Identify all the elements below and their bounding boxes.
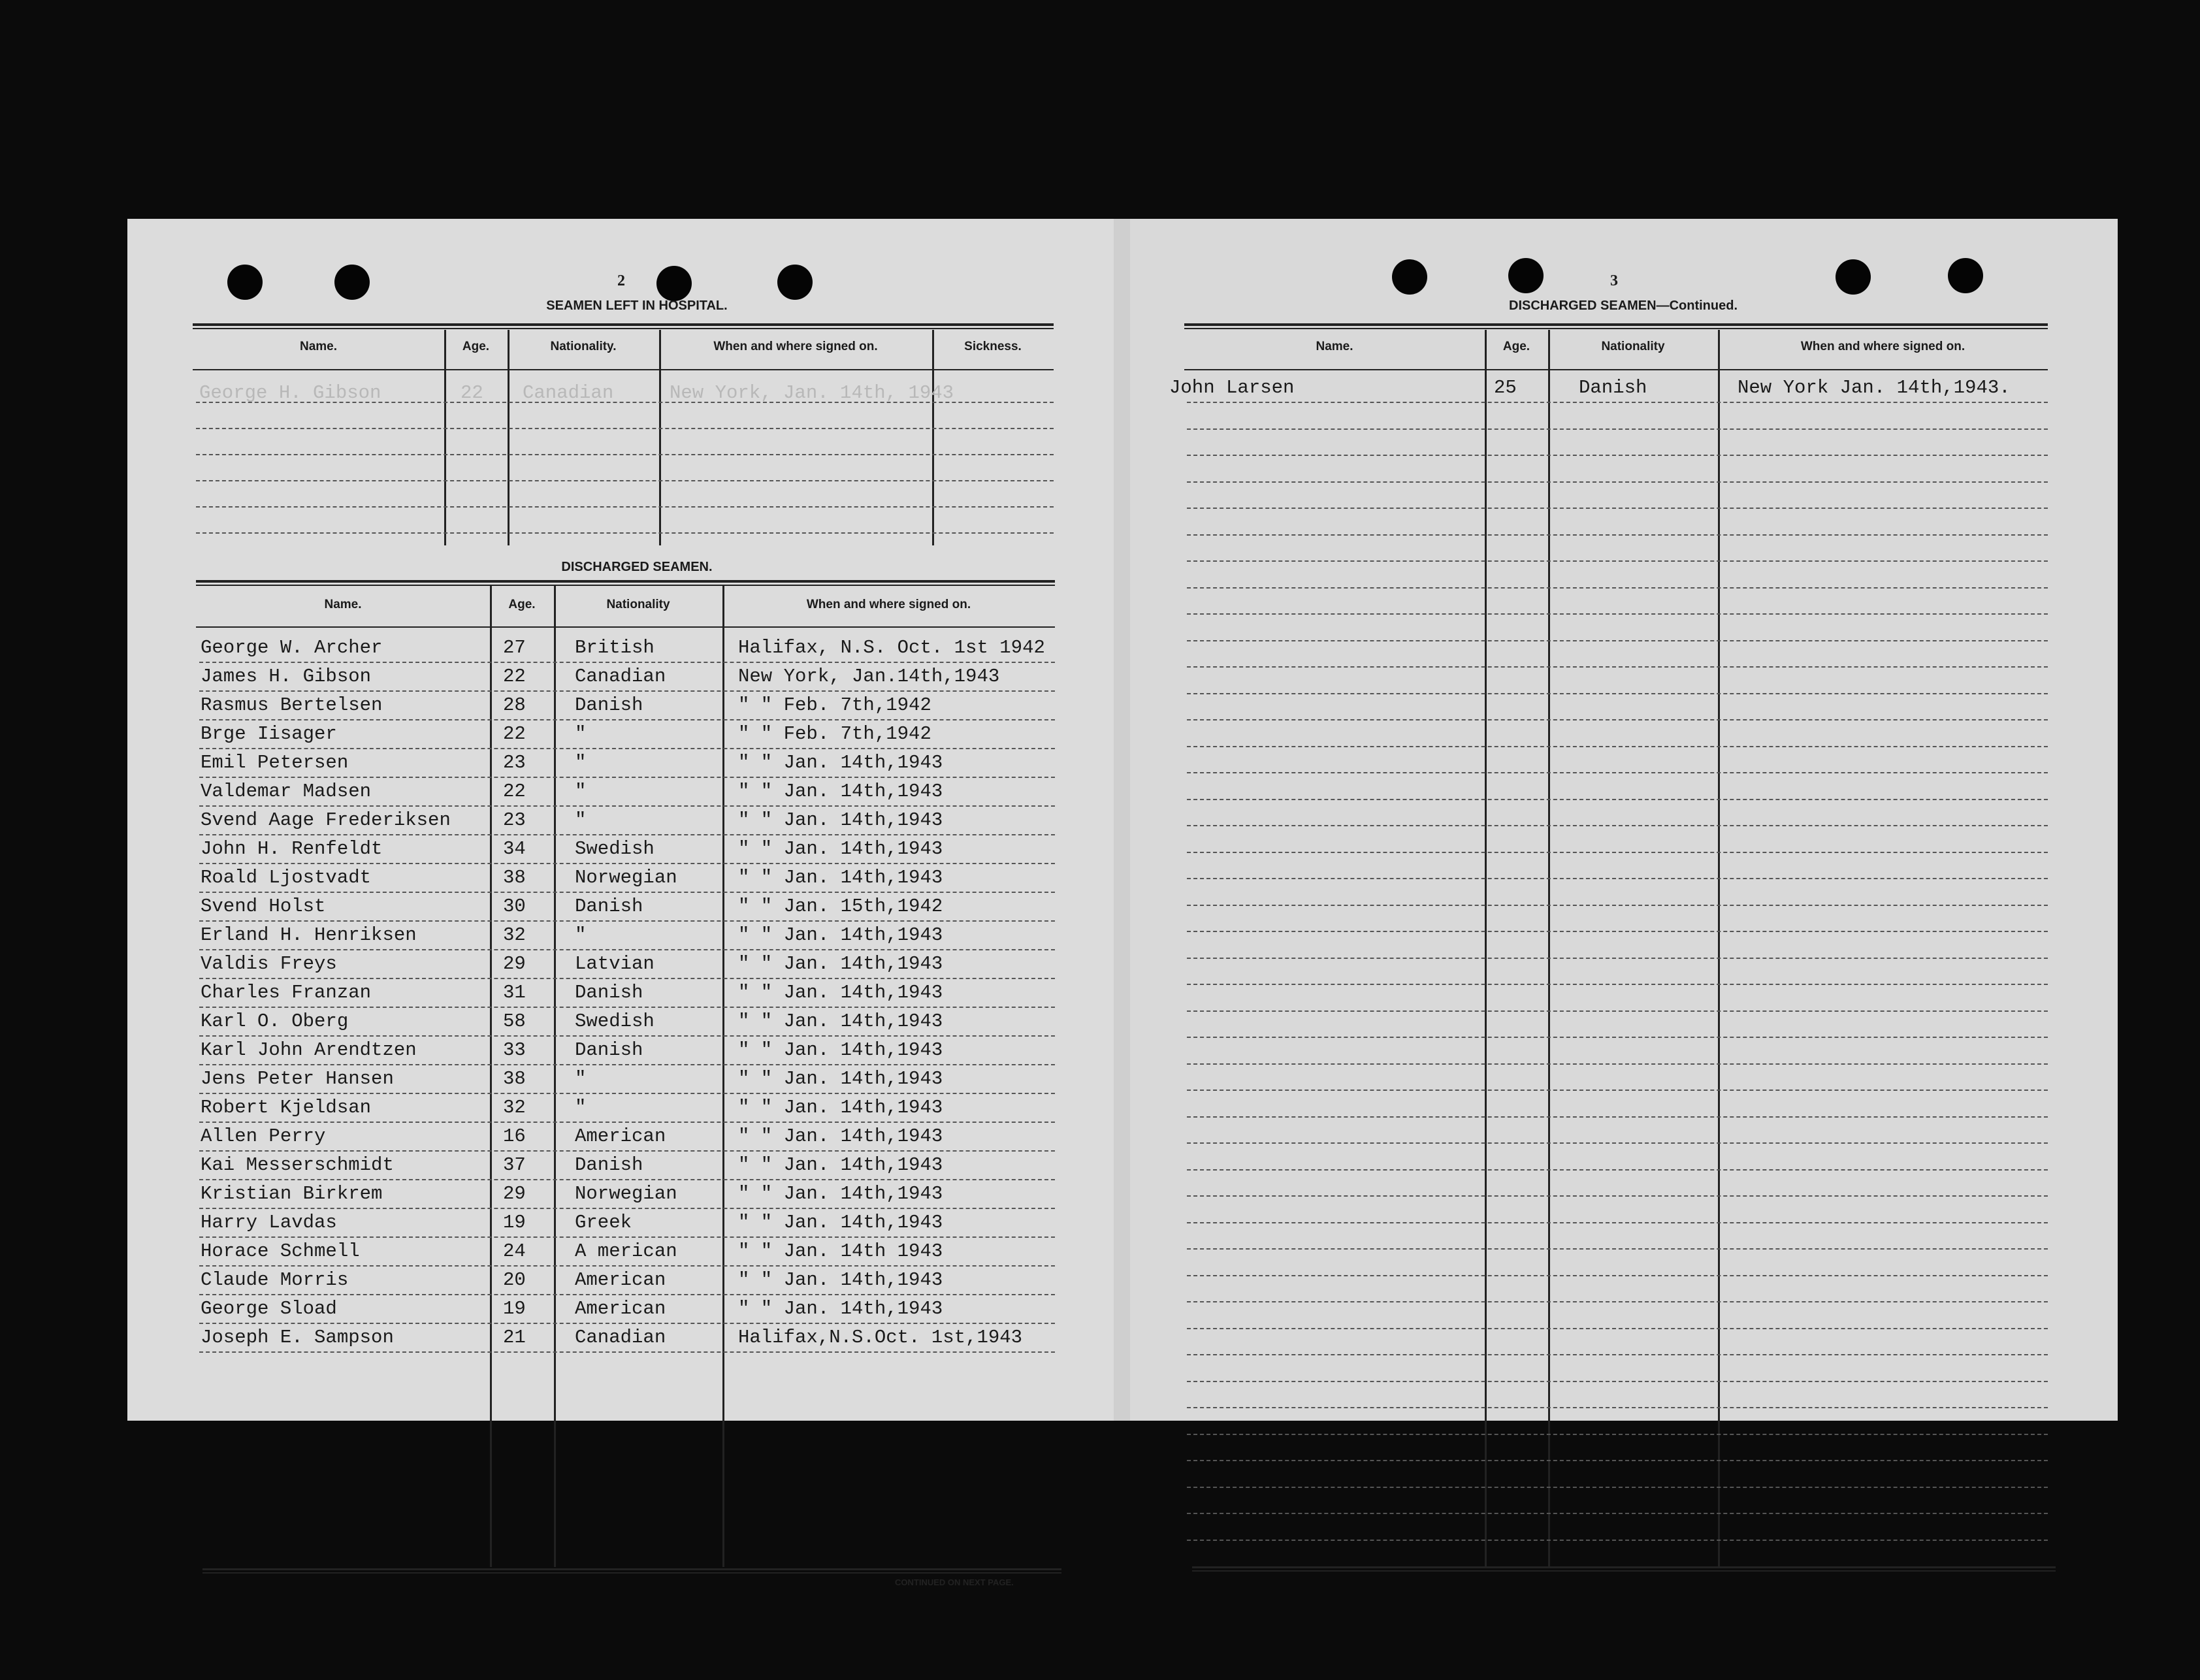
discharged-name-cell: Svend Aage Frederiksen bbox=[201, 809, 451, 831]
discharged-signed-on-cell: " " Feb. 7th,1942 bbox=[738, 723, 931, 745]
discharged-name-cell: Charles Franzan bbox=[201, 982, 372, 1003]
hospital-header-name: Name. bbox=[299, 340, 338, 353]
discharged-signed-on-cell: " " Feb. 7th,1942 bbox=[738, 694, 931, 716]
discharged-name-cell: Horace Schmell bbox=[201, 1240, 360, 1262]
hospital-header-signed-on: When and where signed on. bbox=[713, 340, 878, 353]
discharged-nationality-cell: Norwegian bbox=[575, 867, 677, 888]
discharged-nationality-cell: British bbox=[575, 637, 655, 658]
hospital-header-sickness: Sickness. bbox=[964, 340, 1022, 353]
discharged-name-cell: Erland H. Henriksen bbox=[201, 924, 417, 946]
discharged-age-cell: 30 bbox=[503, 896, 526, 917]
discharged-name-cell: Brge Iisager bbox=[201, 723, 337, 745]
discharged-age-cell: 21 bbox=[503, 1327, 526, 1348]
discharged-nationality-cell: " bbox=[575, 1097, 587, 1118]
discharged-nationality-cell: American bbox=[575, 1269, 666, 1291]
discharged-signed-on-cell: " " Jan. 14th,1943 bbox=[738, 1068, 943, 1090]
discharged-name-cell: Kristian Birkrem bbox=[201, 1183, 383, 1204]
left-page bbox=[127, 219, 1130, 1587]
punch-hole bbox=[1508, 258, 1544, 293]
discharged-age-cell: 31 bbox=[503, 982, 526, 1003]
discharged-signed-on-cell: " " Jan. 15th,1942 bbox=[738, 896, 943, 917]
discharged-age-cell: 32 bbox=[503, 924, 526, 946]
discharged-name-cell: Allen Perry bbox=[201, 1125, 326, 1147]
page-fold bbox=[1114, 219, 1130, 1421]
punch-hole bbox=[1836, 259, 1871, 295]
discharged-nationality-cell: Swedish bbox=[575, 838, 655, 860]
discharged-name-cell: James H. Gibson bbox=[201, 666, 372, 687]
discharged-name-cell: Svend Holst bbox=[201, 896, 326, 917]
discharged-name-cell: George W. Archer bbox=[201, 637, 383, 658]
discharged-signed-on-cell: " " Jan. 14th,1943 bbox=[738, 953, 943, 975]
discharged-signed-on-cell: New York, Jan.14th,1943 bbox=[738, 666, 1000, 687]
discharged-signed-on-cell: " " Jan. 14th,1943 bbox=[738, 838, 943, 860]
discharged-signed-on-cell: " " Jan. 14th 1943 bbox=[738, 1240, 943, 1262]
discharged-age-cell: 24 bbox=[503, 1240, 526, 1262]
discharged-signed-on-cell: " " Jan. 14th,1943 bbox=[738, 1097, 943, 1118]
discharged-signed-on-cell: " " Jan. 14th,1943 bbox=[738, 1183, 943, 1204]
discharged-header-age: Age. bbox=[508, 598, 536, 611]
discharged-name-cell: Robert Kjeldsan bbox=[201, 1097, 372, 1118]
discharged-age-cell: 29 bbox=[503, 953, 526, 975]
discharged-signed-on-cell: " " Jan. 14th,1943 bbox=[738, 1039, 943, 1061]
discharged-nationality-cell: Danish bbox=[575, 694, 643, 716]
discharged-signed-on-cell: Halifax,N.S.Oct. 1st,1943 bbox=[738, 1327, 1023, 1348]
discharged-header-nationality: Nationality bbox=[606, 598, 670, 611]
discharged-signed-on-cell: Halifax, N.S. Oct. 1st 1942 bbox=[738, 637, 1045, 658]
discharged-nationality-cell: American bbox=[575, 1125, 666, 1147]
discharged-nationality-cell: " bbox=[575, 723, 587, 745]
discharged-name-cell: Claude Morris bbox=[201, 1269, 349, 1291]
discharged-signed-on-cell: " " Jan. 14th,1943 bbox=[738, 809, 943, 831]
continued-nationality-cell: Danish bbox=[1579, 377, 1647, 398]
discharged-name-cell: Valdis Freys bbox=[201, 953, 337, 975]
discharged-nationality-cell: Canadian bbox=[575, 1327, 666, 1348]
discharged-nationality-cell: Greek bbox=[575, 1212, 632, 1233]
discharged-age-cell: 22 bbox=[503, 781, 526, 802]
discharged-section-title: DISCHARGED SEAMEN. bbox=[561, 560, 713, 574]
discharged-signed-on-cell: " " Jan. 14th,1943 bbox=[738, 1125, 943, 1147]
discharged-age-cell: 23 bbox=[503, 752, 526, 773]
discharged-name-cell: George Sload bbox=[201, 1298, 337, 1319]
discharged-nationality-cell: " bbox=[575, 781, 587, 802]
discharged-nationality-cell: American bbox=[575, 1298, 666, 1319]
continued-age-cell: 25 bbox=[1494, 377, 1517, 398]
discharged-name-cell: Emil Petersen bbox=[201, 752, 349, 773]
discharged-nationality-cell: " bbox=[575, 752, 587, 773]
discharged-nationality-cell: Danish bbox=[575, 1039, 643, 1061]
punch-hole bbox=[656, 266, 692, 301]
discharged-name-cell: John H. Renfeldt bbox=[201, 838, 383, 860]
discharged-name-cell: Rasmus Bertelsen bbox=[201, 694, 383, 716]
discharged-age-cell: 20 bbox=[503, 1269, 526, 1291]
discharged-age-cell: 33 bbox=[503, 1039, 526, 1061]
discharged-nationality-cell: Norwegian bbox=[575, 1183, 677, 1204]
hospital-header-age: Age. bbox=[462, 340, 490, 353]
discharged-signed-on-cell: " " Jan. 14th,1943 bbox=[738, 982, 943, 1003]
discharged-age-cell: 22 bbox=[503, 666, 526, 687]
faint-signed-on: New York, Jan. 14th, 1943 bbox=[670, 382, 954, 404]
discharged-age-cell: 34 bbox=[503, 838, 526, 860]
discharged-nationality-cell: " bbox=[575, 809, 587, 831]
discharged-nationality-cell: " bbox=[575, 924, 587, 946]
discharged-signed-on-cell: " " Jan. 14th,1943 bbox=[738, 781, 943, 802]
faint-name: George H. Gibson bbox=[199, 382, 381, 404]
punch-hole bbox=[227, 265, 263, 300]
discharged-name-cell: Valdemar Madsen bbox=[201, 781, 372, 802]
discharged-name-cell: Harry Lavdas bbox=[201, 1212, 337, 1233]
discharged-nationality-cell: Canadian bbox=[575, 666, 666, 687]
punch-hole bbox=[777, 265, 813, 300]
discharged-age-cell: 29 bbox=[503, 1183, 526, 1204]
discharged-nationality-cell: Danish bbox=[575, 1154, 643, 1176]
discharged-name-cell: Roald Ljostvadt bbox=[201, 867, 372, 888]
discharged-signed-on-cell: " " Jan. 14th,1943 bbox=[738, 752, 943, 773]
discharged-header-signed-on: When and where signed on. bbox=[806, 598, 971, 611]
punch-hole bbox=[334, 265, 370, 300]
discharged-age-cell: 22 bbox=[503, 723, 526, 745]
continued-name-cell: John Larsen bbox=[1169, 377, 1295, 398]
discharged-name-cell: Karl John Arendtzen bbox=[201, 1039, 417, 1061]
discharged-nationality-cell: A merican bbox=[575, 1240, 677, 1262]
discharged-header-name: Name. bbox=[324, 598, 362, 611]
discharged-nationality-cell: Latvian bbox=[575, 953, 655, 975]
punch-hole bbox=[1948, 258, 1983, 293]
discharged-age-cell: 23 bbox=[503, 809, 526, 831]
discharged-age-cell: 19 bbox=[503, 1298, 526, 1319]
discharged-age-cell: 32 bbox=[503, 1097, 526, 1118]
page-number: 2 bbox=[617, 272, 625, 289]
hospital-header-nationality: Nationality. bbox=[550, 340, 617, 353]
discharged-nationality-cell: Danish bbox=[575, 982, 643, 1003]
continued-header-name: Name. bbox=[1316, 340, 1353, 353]
punch-hole bbox=[1392, 259, 1427, 295]
discharged-signed-on-cell: " " Jan. 14th,1943 bbox=[738, 1298, 943, 1319]
discharged-age-cell: 19 bbox=[503, 1212, 526, 1233]
discharged-signed-on-cell: " " Jan. 14th,1943 bbox=[738, 1269, 943, 1291]
continued-section-title: DISCHARGED SEAMEN—Continued. bbox=[1509, 299, 1738, 313]
page-number: 3 bbox=[1610, 272, 1618, 289]
faint-age: 22 bbox=[461, 382, 483, 404]
discharged-signed-on-cell: " " Jan. 14th,1943 bbox=[738, 924, 943, 946]
discharged-age-cell: 28 bbox=[503, 694, 526, 716]
right-page bbox=[1114, 219, 2118, 1421]
discharged-name-cell: Kai Messerschmidt bbox=[201, 1154, 394, 1176]
continued-header-signed-on: When and where signed on. bbox=[1800, 340, 1965, 353]
discharged-name-cell: Joseph E. Sampson bbox=[201, 1327, 394, 1348]
discharged-age-cell: 58 bbox=[503, 1010, 526, 1032]
discharged-age-cell: 27 bbox=[503, 637, 526, 658]
discharged-nationality-cell: Danish bbox=[575, 896, 643, 917]
discharged-name-cell: Jens Peter Hansen bbox=[201, 1068, 394, 1090]
discharged-signed-on-cell: " " Jan. 14th,1943 bbox=[738, 1212, 943, 1233]
discharged-name-cell: Karl O. Oberg bbox=[201, 1010, 349, 1032]
discharged-nationality-cell: " bbox=[575, 1068, 587, 1090]
continued-footnote: CONTINUED ON NEXT PAGE. bbox=[895, 1577, 1014, 1587]
discharged-signed-on-cell: " " Jan. 14th,1943 bbox=[738, 867, 943, 888]
discharged-signed-on-cell: " " Jan. 14th,1943 bbox=[738, 1010, 943, 1032]
discharged-nationality-cell: Swedish bbox=[575, 1010, 655, 1032]
discharged-age-cell: 38 bbox=[503, 1068, 526, 1090]
discharged-age-cell: 38 bbox=[503, 867, 526, 888]
continued-header-age: Age. bbox=[1502, 340, 1530, 353]
discharged-age-cell: 16 bbox=[503, 1125, 526, 1147]
discharged-signed-on-cell: " " Jan. 14th,1943 bbox=[738, 1154, 943, 1176]
hospital-section-title: SEAMEN LEFT IN HOSPITAL. bbox=[546, 299, 728, 313]
continued-header-nationality: Nationality bbox=[1601, 340, 1665, 353]
faint-nationality: Canadian bbox=[523, 382, 614, 404]
continued-signed-on-cell: New York Jan. 14th,1943. bbox=[1738, 377, 2011, 398]
discharged-age-cell: 37 bbox=[503, 1154, 526, 1176]
